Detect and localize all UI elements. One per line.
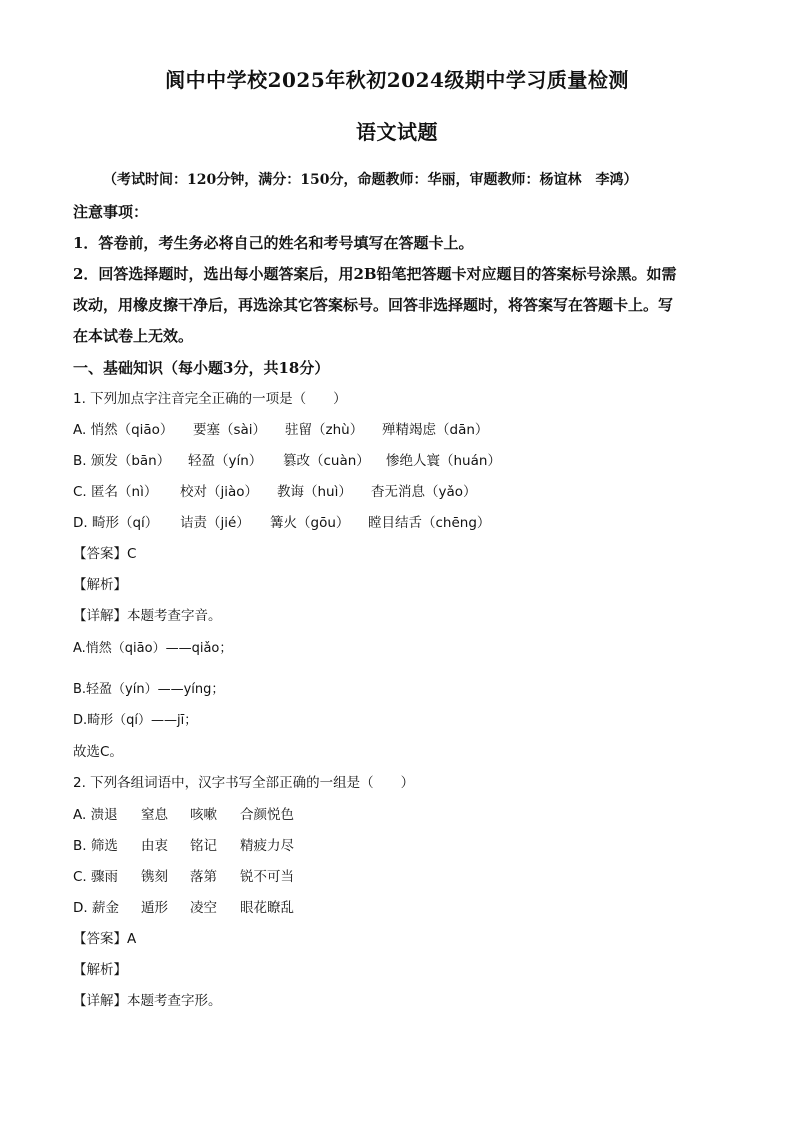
option-d-item-1: D. 薪金	[73, 900, 119, 916]
question-1-conclusion: 故选C。	[73, 744, 123, 760]
option-c-item-4: 杳无消息（yǎo）	[371, 484, 477, 500]
option-b-item-1: B. 颁发（bān）	[73, 453, 171, 469]
notice-item-2-line-1: 2．回答选择题时，选出每小题答案后，用2B铅笔把答题卡对应题目的答案标号涂黑。如需	[73, 265, 677, 283]
option-b-item-2: 由衷	[141, 838, 168, 854]
exam-info: （考试时间：120分钟，满分：150分，命题教师：华丽，审题教师：杨谊林 李鸿）	[103, 172, 638, 188]
option-c-item-2: 校对（jiào）	[180, 484, 259, 500]
option-b-item-3: 铭记	[190, 838, 217, 854]
option-b-item-3: 篡改（cuàn）	[283, 453, 370, 469]
option-a-item-4: 殚精竭虑（dān）	[382, 422, 489, 438]
notice-item-2-line-2: 改动，用橡皮擦干净后，再选涂其它答案标号。回答非选择题时，将答案写在答题卡上。写	[73, 296, 674, 314]
option-b-item-2: 轻盈（yín）	[188, 453, 263, 469]
option-a-item-1: A. 悄然（qiāo）	[73, 422, 174, 438]
question-2-detail: 【详解】本题考查字形。	[73, 993, 222, 1009]
option-a-item-2: 窒息	[141, 807, 168, 823]
option-c-item-3: 教诲（huì）	[277, 484, 352, 500]
option-d-item-3: 篝火（gōu）	[270, 515, 350, 531]
question-2-stem: 2. 下列各组词语中，汉字书写全部正确的一组是（ ）	[73, 775, 415, 791]
option-a-item-2: 要塞（sài）	[193, 422, 267, 438]
option-c-item-4: 锐不可当	[240, 869, 294, 885]
option-c-item-1: C. 匿名（nì）	[73, 484, 158, 500]
question-2-analysis-label: 【解析】	[73, 962, 127, 978]
question-1-note-d: D.畸形（qí）——jī；	[73, 713, 198, 728]
option-a-item-3: 咳嗽	[190, 807, 217, 823]
question-1-analysis-label: 【解析】	[73, 577, 127, 593]
page-title: 阆中中学校2025年秋初2024级期中学习质量检测	[165, 68, 629, 92]
option-c-item-2: 镌刻	[141, 869, 168, 885]
section-heading: 一、基础知识（每小题3分，共18分）	[73, 359, 330, 377]
question-1-answer: 【答案】C	[73, 546, 137, 562]
option-b-item-1: B. 筛选	[73, 838, 118, 854]
option-c-item-1: C. 骤雨	[73, 869, 119, 885]
option-d-item-2: 遁形	[141, 900, 168, 916]
option-d-item-4: 瞠目结舌（chēng）	[368, 515, 491, 531]
option-a-item-1: A. 溃退	[73, 807, 118, 823]
option-b-item-4: 惨绝人寰（huán）	[386, 453, 501, 469]
question-1-note-a: A.悄然（qiāo）——qiǎo；	[73, 641, 233, 656]
option-a-item-4: 合颜悦色	[240, 807, 294, 823]
option-d-item-2: 诘责（jié）	[180, 515, 250, 531]
option-d-item-3: 凌空	[190, 900, 217, 916]
page-subtitle: 语文试题	[356, 120, 438, 144]
notice-heading: 注意事项：	[73, 203, 149, 221]
question-1-stem: 1. 下列加点字注音完全正确的一项是（ ）	[73, 391, 347, 407]
option-b-item-4: 精疲力尽	[240, 838, 294, 854]
notice-item-1: 1．答卷前，考生务必将自己的姓名和考号填写在答题卡上。	[73, 234, 474, 252]
option-c-item-3: 落第	[190, 869, 217, 885]
option-d-item-1: D. 畸形（qí）	[73, 515, 159, 531]
option-d-item-4: 眼花瞭乱	[240, 900, 294, 916]
question-1-note-b: B.轻盈（yín）——yíng；	[73, 682, 225, 697]
question-2-answer: 【答案】A	[73, 931, 137, 947]
notice-item-2-line-3: 在本试卷上无效。	[73, 327, 194, 345]
option-a-item-3: 驻留（zhù）	[285, 422, 364, 438]
question-1-detail: 【详解】本题考查字音。	[73, 608, 222, 624]
